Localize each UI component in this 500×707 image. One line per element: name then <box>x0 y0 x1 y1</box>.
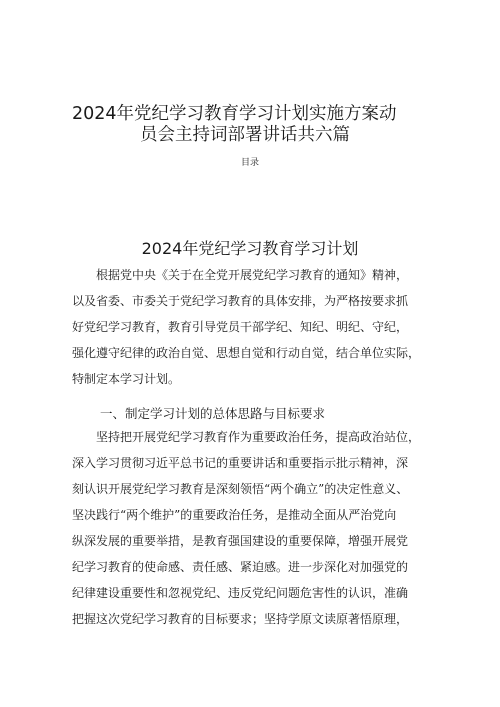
document-title-line-1: 2024年党纪学习教育学习计划实施方案动 <box>72 104 397 124</box>
paragraph-intro <box>72 262 444 392</box>
paragraph-line: 深入学习贯彻习近平总书记的重要讲话和重要指示批示精神，深 <box>72 456 409 470</box>
paragraph-line: 以及省委、市委关于党纪学习教育的具体安排，为严格按要求抓 <box>72 294 409 308</box>
section-title: 2024年党纪学习教育学习计划 <box>141 239 359 258</box>
paragraph-line: 把握这次党纪学习教育的目标要求；坚持学原文读原著悟原理， <box>72 612 409 626</box>
paragraph-line: 坚持把开展党纪学习教育作为重要政治任务，提高政治站位， <box>96 430 421 444</box>
table-of-contents-label: 目录 <box>240 158 259 168</box>
paragraph-line: 坚决践行“两个维护”的重要政治任务，是推动全面从严治党向 <box>72 508 397 522</box>
paragraph-line: 好党纪学习教育，教育引导党员干部学纪、知纪、明纪、守纪， <box>72 320 409 334</box>
paragraph-line: 纵深发展的重要举措，是教育强国建设的重要保障，增强开展党 <box>72 534 409 548</box>
heading-level-1: 一、制定学习计划的总体思路与目标要求 <box>100 406 326 421</box>
paragraph-line: 纪律建设重要性和忽视党纪、违反党纪问题危害性的认识，准确 <box>72 586 409 600</box>
paragraph-line: 特制定本学习计划。 <box>72 372 181 386</box>
paragraph-line: 根据党中央《关于在全党开展党纪学习教育的通知》精神， <box>96 268 409 282</box>
paragraph-line: 强化遵守纪律的政治自觉、思想自觉和行动自觉，结合单位实际， <box>72 346 421 360</box>
paragraph-thinking-goals <box>72 424 444 632</box>
document-title-line-2: 员会主持词部署讲话共六篇 <box>140 125 350 145</box>
paragraph-line: 刻认识开展党纪学习教育是深刻领悟“两个确立”的决定性意义、 <box>72 482 409 496</box>
paragraph-line: 纪学习教育的使命感、责任感、紧迫感。进一步深化对加强党的 <box>72 560 409 574</box>
